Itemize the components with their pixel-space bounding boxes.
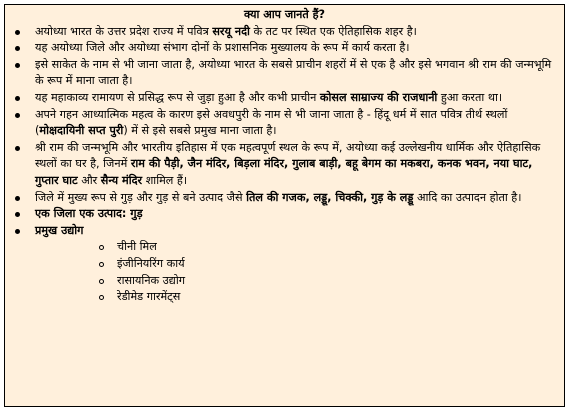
fact-item (13, 40, 556, 57)
industry-item: चीनी मिल (35, 239, 556, 256)
fact-text-bold: सरयू नदी (212, 24, 250, 38)
fact-text: आदि का उत्पादन होता है। (413, 190, 522, 204)
fact-text: अयोध्या भारत के उत्तर प्रदेश राज्य में पवित्र (35, 24, 213, 38)
industry-item: रासायनिक उद्योग (35, 273, 556, 290)
fact-text: इसे साकेत के नाम से भी जाना जाता है, अयोध्या भारत के सबसे प्राचीन शहरों में से एक है और इसे भगवान श्री राम की जन्मभूमि के रूप में माना जाता है। (35, 57, 552, 88)
fact-text: श्री राम की जन्मभूमि और भारतीय इतिहास में एक महत्वपूर्ण स्थल के रूप में, अयोध्या कई उल्लेखनीय धार्मिक और ऐतिहासिक स्थलों का घर है, जिनमें (35, 140, 541, 171)
fact-text: और (77, 173, 101, 187)
fact-item (13, 206, 556, 223)
fact-text-bold: कोसल साम्राज्य की राजधानी (319, 90, 438, 104)
industries-list (35, 239, 556, 305)
fact-text-bold: तिल की गजक, लड्डू, चिक्की, गुड़ के लड्डू (246, 190, 414, 204)
fact-item (13, 107, 556, 140)
fact-text-bold: सैन्य मंदिर (100, 173, 143, 187)
fact-text: अपने गहन आध्यात्मिक महत्व के कारण इसे अवधपुरी के नाम से भी जाना जाता है - हिंदू धर्म में सात पवित्र तीर्थ स्थलों ( (35, 107, 508, 138)
fact-text: हुआ करता था। (437, 90, 503, 104)
fact-text: ) में से इसे सबसे प्रमुख माना जाता है। (123, 124, 277, 138)
industries-item (13, 223, 556, 306)
info-box (4, 4, 565, 407)
fact-text-bold: मोक्षदायिनी सप्त पुरी (39, 124, 124, 138)
fact-item (13, 90, 556, 107)
box-title: क्या आप जानते हैं? (243, 8, 326, 21)
fact-text: जिले में मुख्य रूप से गुड़ और गुड़ से बने उत्पाद जैसे (35, 190, 247, 204)
fact-item (13, 57, 556, 90)
industries-heading: प्रमुख उद्योग (35, 223, 84, 237)
fact-item (13, 24, 556, 41)
fact-text-bold: एक जिला एक उत्पाद: गुड़ (35, 207, 143, 221)
fact-text: शामिल हैं। (142, 173, 188, 187)
fact-item (13, 140, 556, 190)
fact-text: यह महाकाव्य रामायण से प्रसिद्ध रूप से जुड़ा हुआ है और कभी प्राचीन (35, 90, 320, 104)
industry-item: इंजीनियरिंग कार्य (35, 256, 556, 273)
facts-list (13, 24, 556, 306)
fact-text-bold: राम की पैड़ी, जैन मंदिर, बिड़ला मंदिर, गुलाब बाड़ी, बहू बेगम का मकबरा, कनक भवन, नया घाट, गुप्तार घाट (35, 157, 533, 187)
industry-item: रेडीमेड गारमेंट्स (35, 289, 556, 306)
fact-item (13, 190, 556, 207)
fact-text: के तट पर स्थित एक ऐतिहासिक शहर है। (249, 24, 417, 38)
fact-text: यह अयोध्या जिले और अयोध्या संभाग दोनों के प्रशासनिक मुख्यालय के रूप में कार्य करता है। (35, 41, 410, 55)
